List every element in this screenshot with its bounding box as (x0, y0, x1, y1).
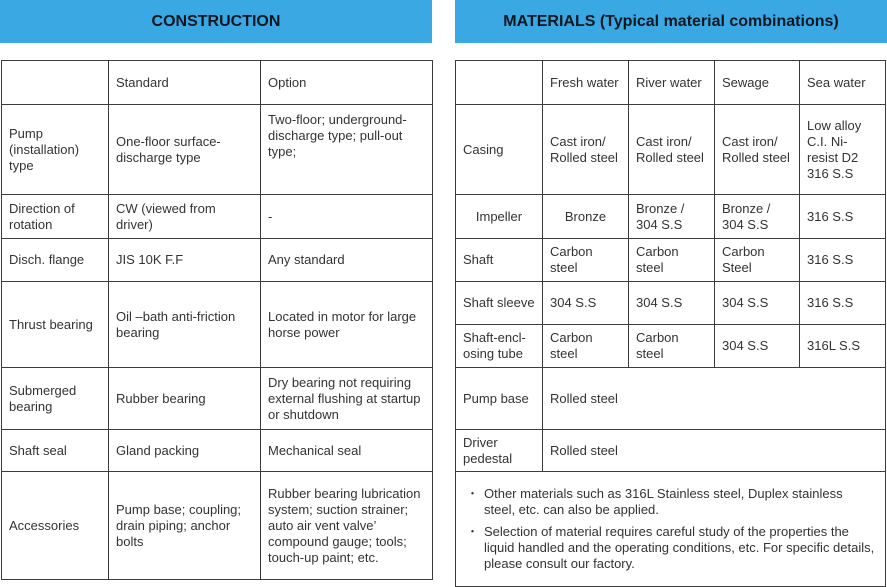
part-label: Driver pedestal (456, 430, 543, 472)
option-cell: - (261, 195, 433, 239)
part-label: Shaft (456, 239, 543, 282)
material-cell: Carbon steel (629, 239, 715, 282)
row-label: Shaft seal (2, 430, 109, 472)
material-cell: 304 S.S (543, 282, 629, 325)
row-label: Submerged bearing (2, 368, 109, 430)
material-cell: 316 S.S (800, 239, 886, 282)
table-header-row (2, 61, 433, 105)
option-cell: Any standard (261, 239, 433, 282)
material-cell: 316L S.S (800, 325, 886, 368)
note-item (466, 486, 877, 518)
material-cell: 304 S.S (629, 282, 715, 325)
standard-cell: Oil –bath anti-friction bearing (109, 282, 261, 368)
part-label: Casing (456, 105, 543, 195)
construction-banner (0, 0, 432, 43)
standard-cell: Pump base; coupling; drain piping; anchor bolts (109, 472, 261, 580)
table-row (2, 282, 433, 368)
header-cell-sewage: Sewage (715, 61, 800, 105)
materials-title: MATERIALS (Typical material combinations) (503, 12, 839, 30)
option-cell: Located in motor for large horse power (261, 282, 433, 368)
option-cell: Two-floor; underground-discharge type; pull-out type; (261, 105, 433, 195)
table-row (2, 472, 433, 580)
standard-cell: One-floor surface-discharge type (109, 105, 261, 195)
material-cell: Cast iron/ Rolled steel (543, 105, 629, 195)
part-label: Pump base (456, 368, 543, 430)
row-label: Pump (installation) type (2, 105, 109, 195)
material-cell: Cast iron/ Rolled steel (715, 105, 800, 195)
header-cell-river-water: River water (629, 61, 715, 105)
material-cell-merged: Rolled steel (543, 430, 886, 472)
option-cell: Rubber bearing lubrication system; suction strainer; auto air vent valve’ compound gauge; tools; touch-up paint; etc. (261, 472, 433, 580)
row-label: Disch. flange (2, 239, 109, 282)
part-label: Shaft sleeve (456, 282, 543, 325)
option-cell: Mechanical seal (261, 430, 433, 472)
material-cell: Carbon steel (543, 325, 629, 368)
material-cell: Carbon steel (629, 325, 715, 368)
table-row (2, 105, 433, 195)
table-row (456, 239, 886, 282)
material-cell: 304 S.S (715, 282, 800, 325)
row-label: Direction of rotation (2, 195, 109, 239)
standard-cell: CW (viewed from driver) (109, 195, 261, 239)
material-cell: Carbon Steel (715, 239, 800, 282)
table-row (456, 430, 886, 472)
table-row (456, 105, 886, 195)
standard-cell: Rubber bearing (109, 368, 261, 430)
table-row (456, 368, 886, 430)
table-row (456, 325, 886, 368)
header-cell-empty (456, 61, 543, 105)
table-row (2, 239, 433, 282)
table-row (2, 430, 433, 472)
material-cell: Carbon steel (543, 239, 629, 282)
table-header-row (456, 61, 886, 105)
material-cell: Bronze / 304 S.S (629, 195, 715, 239)
material-cell: Cast iron/ Rolled steel (629, 105, 715, 195)
material-cell: 304 S.S (715, 325, 800, 368)
bullet-icon: ・ (466, 486, 480, 501)
construction-title: CONSTRUCTION (151, 12, 281, 30)
row-label: Accessories (2, 472, 109, 580)
part-label: Impeller (456, 195, 543, 239)
construction-table (1, 60, 433, 580)
header-cell-standard: Standard (109, 61, 261, 105)
material-cell: Bronze / 304 S.S (715, 195, 800, 239)
table-row (2, 368, 433, 430)
material-cell: 316 S.S (800, 282, 886, 325)
standard-cell: JIS 10K F.F (109, 239, 261, 282)
material-cell-merged: Rolled steel (543, 368, 886, 430)
standard-cell: Gland packing (109, 430, 261, 472)
table-row (456, 195, 886, 239)
material-cell: Low alloy C.I. Ni-resist D2 316 S.S (800, 105, 886, 195)
note-text: Selection of material requires careful study of the properties the liquid handled and the operating conditions, etc. For specific details, please consult our factory. (484, 524, 875, 571)
table-row (456, 282, 886, 325)
note-text: Other materials such as 316L Stainless steel, Duplex stainless steel, etc. can also be applied. (484, 486, 843, 517)
part-label: Shaft-encl-osing tube (456, 325, 543, 368)
table-row (2, 195, 433, 239)
note-item (466, 524, 877, 572)
notes-cell (456, 472, 886, 587)
option-cell: Dry bearing not requiring external flushing at startup or shutdown (261, 368, 433, 430)
header-cell-option: Option (261, 61, 433, 105)
header-cell-sea-water: Sea water (800, 61, 886, 105)
material-cell: 316 S.S (800, 195, 886, 239)
notes-row (456, 472, 886, 587)
material-cell: Bronze (543, 195, 629, 239)
header-cell-empty (2, 61, 109, 105)
materials-banner (455, 0, 887, 43)
bullet-icon: ・ (466, 524, 480, 539)
materials-table (455, 60, 886, 587)
header-cell-fresh-water: Fresh water (543, 61, 629, 105)
row-label: Thrust bearing (2, 282, 109, 368)
